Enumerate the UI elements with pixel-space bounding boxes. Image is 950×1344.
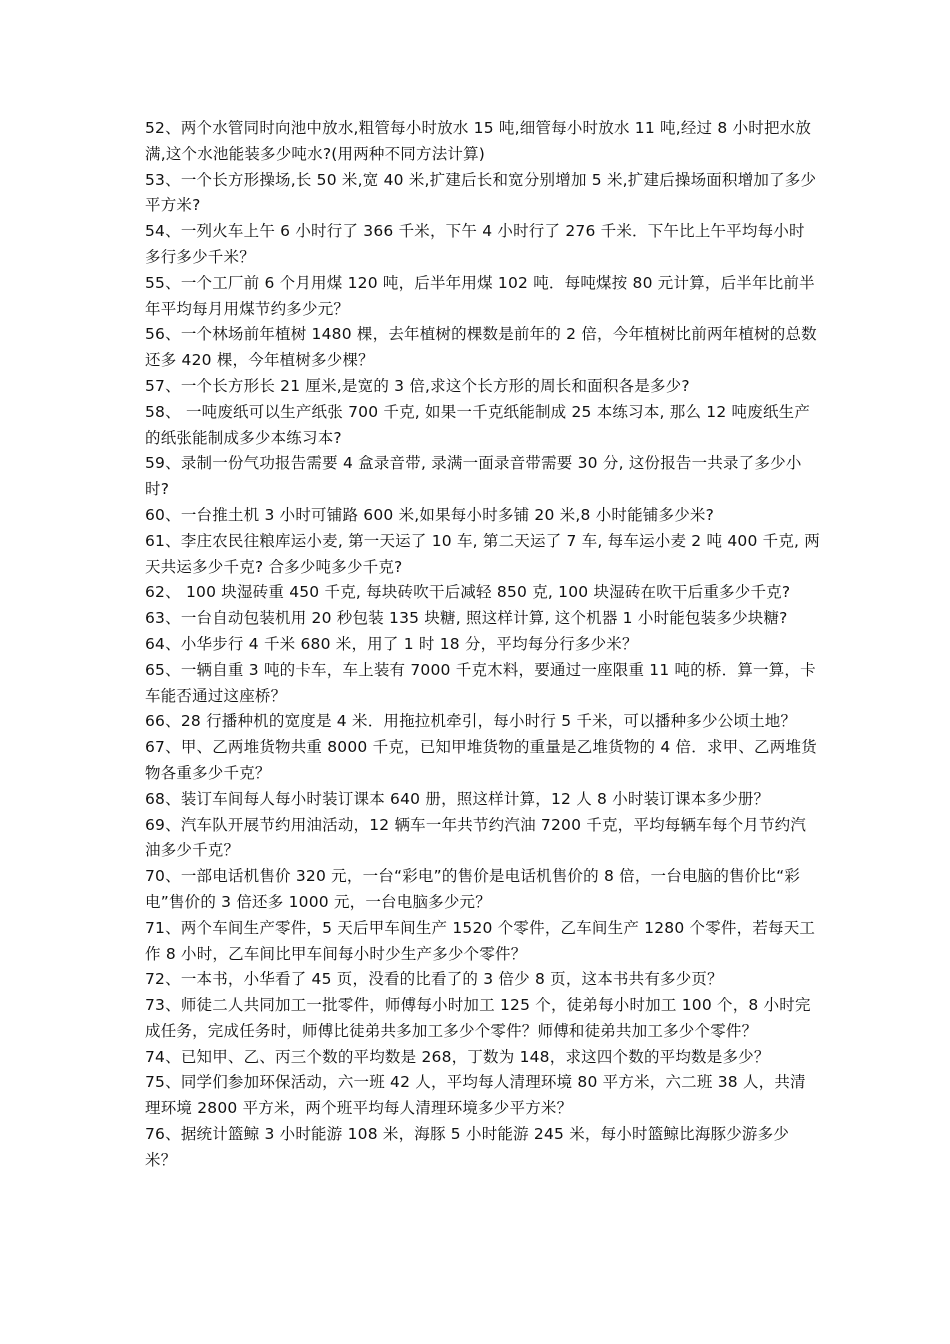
problem-55: 55、一个工厂前 6 个月用煤 120 吨，后半年用煤 102 吨．每吨煤按 80 元计算，后半年比前半年平均每月用煤节约多少元？: [145, 273, 815, 318]
problem-64: 64、小华步行 4 千米 680 米，用了 1 时 18 分，平均每分行多少米？: [145, 634, 638, 653]
problem-71: 71、两个车间生产零件，5 天后甲车间生产 1520 个零件，乙车间生产 1280 个零件，若每天工作 8 小时，乙车间比甲车间每小时少生产多少个零件？: [145, 918, 816, 963]
problem-56: 56、一个林场前年植树 1480 棵，去年植树的棵数是前年的 2 倍，今年植树比前两年植树的总数还多 420 棵，今年植树多少棵？: [145, 325, 817, 370]
problem-70: 70、一部电话机售价 320 元，一台“彩电”的售价是电话机售价的 8 倍，一台电脑的售价比“彩电”售价的 3 倍还多 1000 元，一台电脑多少元？: [145, 867, 801, 911]
problem-63: 63、一台自动包装机用 20 秒包装 135 块糖, 照这样计算, 这个机器 1 小时能包装多少块糖?: [145, 609, 788, 628]
problem-59: 59、录制一份气功报告需要 4 盒录音带, 录满一面录音带需要 30 分, 这份报告一共录了多少小时?: [145, 454, 802, 499]
problem-75: 75、同学们参加环保活动，六一班 42 人，平均每人清理环境 80 平方米，六二班 38 人，共清理环境 2800 平方米，两个班平均每人清理环境多少平方米？: [145, 1073, 806, 1118]
problem-66: 66、28 行播种机的宽度是 4 米．用拖拉机牵引，每小时行 5 千米，可以播种多少公顷土地？: [145, 712, 797, 731]
problem-74: 74、已知甲、乙、丙三个数的平均数是 268，丁数为 148，求这四个数的平均数是多少？: [145, 1047, 770, 1066]
problem-65: 65、一辆自重 3 吨的卡车，车上装有 7000 千克木料，要通过一座限重 11 吨的桥．算一算，卡车能否通过这座桥？: [145, 660, 816, 705]
problem-76: 76、据统计篮鲸 3 小时能游 108 米，海豚 5 小时能游 245 米，每小时篮鲸比海豚少游多少米？: [145, 1125, 790, 1169]
problem-52: 52、两个水管同时向池中放水,粗管每小时放水 15 吨,细管每小时放水 11 吨,经过 8 小时把水放满,这个水池能装多少吨水?(用两种不同方法计算): [145, 119, 812, 163]
problem-58: 58、 一吨废纸可以生产纸张 700 千克, 如果一千克纸能制成 25 本练习本, 那么 12 吨废纸生产的纸张能制成多少本练习本?: [145, 402, 811, 447]
problem-61: 61、李庄农民往粮库运小麦, 第一天运了 10 车, 第二天运了 7 车, 每车运小麦 2 吨 400 千克, 两天共运多少千克? 合多少吨多少千克?: [145, 531, 820, 576]
problem-68: 68、装订车间每人每小时装订课本 640 册，照这样计算，12 人 8 小时装订课本多少册？: [145, 789, 770, 808]
problem-57: 57、一个长方形长 21 厘米,是宽的 3 倍,求这个长方形的周长和面积各是多少?: [145, 376, 690, 395]
problem-69: 69、汽车队开展节约用油活动，12 辆车一年共节约汽油 7200 千克，平均每辆车每个月节约汽油多少千克？: [145, 815, 807, 860]
problem-list: [145, 116, 820, 1174]
problem-72: 72、一本书，小华看了 45 页，没看的比看了的 3 倍少 8 页，这本书共有多少页？: [145, 970, 723, 989]
problem-67: 67、甲、乙两堆货物共重 8000 千克，已知甲堆货物的重量是乙堆货物的 4 倍．求甲、乙两堆货物各重多少千克？: [145, 738, 817, 782]
problem-53: 53、一个长方形操场,长 50 米,宽 40 米,扩建后长和宽分别增加 5 米,扩建后操场面积增加了多少平方米?: [145, 170, 817, 215]
problem-62: 62、 100 块湿砖重 450 千克, 每块砖吹干后减轻 850 克, 100 块湿砖在吹干后重多少千克?: [145, 583, 791, 602]
problem-54: 54、一列火车上午 6 小时行了 366 千米，下午 4 小时行了 276 千米．下午比上午平均每小时多行多少千米？: [145, 222, 805, 266]
problem-73: 73、师徒二人共同加工一批零件，师傅每小时加工 125 个，徒弟每小时加工 100 个，8 小时完成任务，完成任务时，师傅比徒弟共多加工多少个零件？师傅和徒弟共加工多少个零件？: [145, 996, 811, 1040]
problem-60: 60、一台推土机 3 小时可铺路 600 米,如果每小时多铺 20 米,8 小时能铺多少米?: [145, 505, 715, 524]
